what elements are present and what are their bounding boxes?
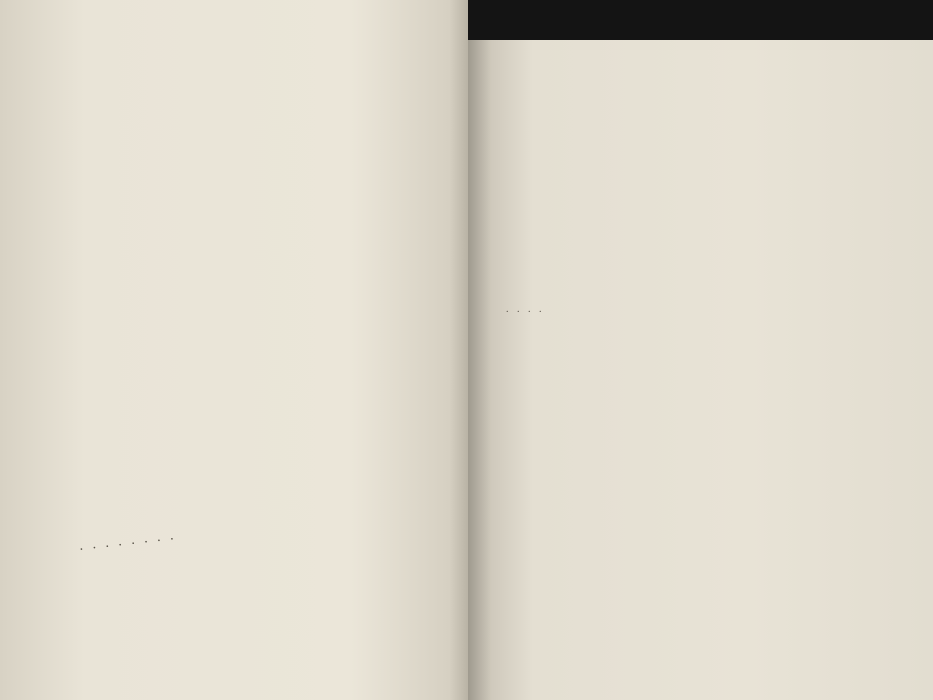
leader-dots: . . . . (506, 304, 545, 315)
right-page (468, 40, 933, 700)
chapter-3-heading (79, 528, 178, 555)
chapter-4-heading (506, 304, 545, 315)
leader-dots: . . . . . . . . (78, 527, 178, 554)
